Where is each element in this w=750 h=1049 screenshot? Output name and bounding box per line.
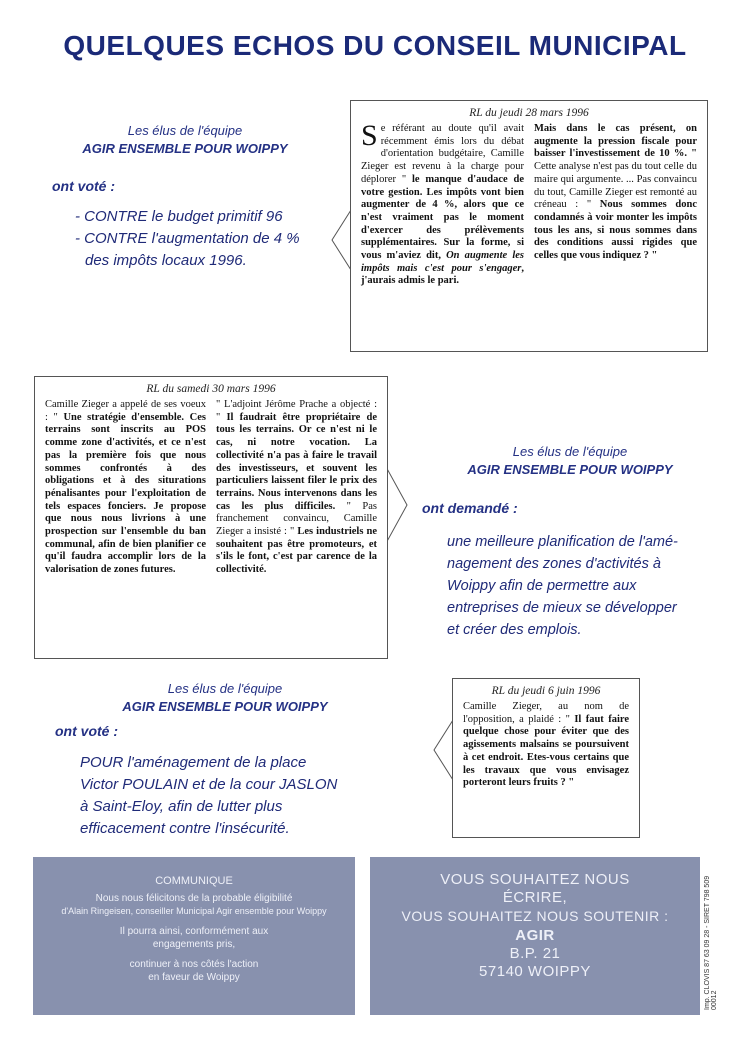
request-line: une meilleure planification de l'amé-	[447, 534, 678, 550]
request-line: entreprises de mieux se développer	[447, 600, 677, 616]
team-line1: Les élus de l'équipe	[512, 444, 628, 459]
team-line2: AGIR ENSEMBLE POUR WOIPPY	[467, 462, 673, 477]
communique-line	[33, 918, 355, 925]
request-line: et créer des emplois.	[447, 622, 582, 638]
request-line: nagement des zones d'activités à	[447, 556, 661, 572]
vote-label-3: ont voté :	[55, 723, 118, 739]
article-header: RL du jeudi 28 mars 1996	[469, 107, 589, 119]
team-heading-3	[95, 680, 355, 716]
vote-line: - CONTRE l'augmentation de 4 %	[75, 230, 300, 247]
vote-line: POUR l'aménagement de la place	[80, 754, 307, 771]
contact-line: VOUS SOUHAITEZ NOUS	[440, 871, 630, 888]
callout-pointer-3	[432, 720, 454, 780]
article-text: e référant au doute qu'il avait récemment émis lors du débat d'orientation budgétaire, Camille Zieger est revenu à la charge pour déplorer " le manque d'audace de votre gestion. Les impôts vont bien augmenter de 4 %, alors que ce n'est vraiment pas le moment d'exercer des prélèvements supplémentaires. Sur la forme, si vous m'aviez dit, On augmente les impôts mais c'est pour s'engager, j'aurais admis le pari.	[361, 123, 524, 287]
request-line: Woippy afin de permettre aux	[447, 578, 637, 594]
communique-line	[33, 951, 355, 958]
contact-bp: B.P. 21	[509, 945, 561, 962]
contact-line: VOUS SOUHAITEZ NOUS SOUTENIR :	[401, 908, 669, 924]
vote-line: à Saint-Eloy, afin de lutter plus	[80, 798, 283, 815]
team-line2: AGIR ENSEMBLE POUR WOIPPY	[122, 699, 328, 714]
communique-panel	[33, 857, 355, 1015]
team-heading-2	[440, 443, 700, 479]
article-box-2	[34, 376, 388, 659]
request-list-2	[447, 531, 747, 641]
contact-line: ÉCRIRE,	[502, 889, 568, 906]
contact-city: 57140 WOIPPY	[479, 963, 591, 980]
vote-label-2: ont demandé :	[422, 500, 518, 516]
article-box-1	[350, 100, 708, 352]
article-column-1	[361, 119, 524, 288]
communique-line: engagements pris,	[152, 939, 236, 950]
team-line1: Les élus de l'équipe	[127, 123, 243, 138]
vote-label-1: ont voté :	[52, 178, 115, 194]
vote-line: - CONTRE le budget primitif 96	[75, 208, 283, 225]
contact-org: AGIR	[515, 927, 555, 944]
team-line1: Les élus de l'équipe	[167, 681, 283, 696]
communique-line: Il pourra ainsi, conformément aux	[119, 926, 269, 937]
article-column-1: Camille Zieger, au nom de l'opposition, a plaidé : " Il faut faire quelque chose pour éviter que des agissements malsains se poursuivent à cet endroit. Etes-vous certains que les travaux que vous envisagez porteront leurs fruits ? "	[463, 701, 629, 789]
communique-line: d'Alain Ringeisen, conseiller Municipal Agir ensemble pour Woippy	[61, 906, 327, 916]
communique-line: en faveur de Woippy	[148, 972, 240, 983]
vote-line: des impôts locaux 1996.	[85, 252, 247, 269]
vote-line: efficacement contre l'insécurité.	[80, 820, 290, 837]
article-column-1: Camille Zieger a appelé de ses voeux : " Une stratégie d'ensemble. Ces terrains sont inscrits au POS comme zone d'activités, et ce n'est pas la première fois que nous sommes confrontés à des obligations et à des siturations pénalisantes pour l'exploitation de tels espaces fonciers. Je propose que nous nous livrions à une prospection sur l'ensemble du ban communal, afin de bien planifier ce qu'il faudra accomplir lors de la valorisation de zones futures.	[45, 399, 206, 576]
callout-pointer-2	[385, 465, 410, 545]
printer-credit: Imp. CLOVIS 87 63 09 28 - SIRET 798 509 00012	[704, 875, 718, 1010]
communique-heading: COMMUNIQUE	[155, 875, 233, 887]
vote-line: Victor POULAIN et de la cour JASLON	[80, 776, 338, 793]
article-column-2: " L'adjoint Jérôme Prache a objecté : " Il faudrait être propriétaire de tous les terrains. Or ce n'est ni le cas, ni notre vocation. La collectivité n'a pas à faire le travail des investisseurs, et souvent les particuliers laissent filer le prix des terrains. Nous intervenons dans les cas les plus difficiles. " Pas franchement convaincu, Camille Zieger a insisté : " Les industriels ne souhaitent pas être promoteurs, et s'ils le font, c'est par carence de la collectivité.	[216, 399, 377, 576]
communique-line: Nous nous félicitons de la probable éligibilité	[95, 893, 293, 904]
article-header: RL du samedi 30 mars 1996	[146, 383, 276, 395]
vote-list-3	[80, 752, 380, 840]
callout-pointer-1	[330, 210, 352, 270]
article-box-3	[452, 678, 640, 838]
contact-panel	[370, 857, 700, 1015]
article-header: RL du jeudi 6 juin 1996	[491, 685, 601, 697]
communique-line: continuer à nos côtés l'action	[129, 959, 259, 970]
article-column-2: Mais dans le cas présent, on augmente la pression fiscale pour baisser l'investissement de 10 %. " Cette analyse n'est pas du tout celle du maire qui argumente. ... Pas convaincu du tout, Camille Zieger est remonté au créneau : " Nous sommes donc condamnés à voir monter les impôts tous les ans, si nous sommes dans des conditions aussi rigides que celles que vous indiquez ? "	[534, 123, 697, 262]
vote-list-1	[75, 206, 345, 272]
drop-cap: S	[361, 119, 378, 152]
team-line2: AGIR ENSEMBLE POUR WOIPPY	[82, 141, 288, 156]
page-title: QUELQUES ECHOS DU CONSEIL MUNICIPAL	[63, 30, 687, 61]
team-heading-1	[55, 122, 315, 158]
